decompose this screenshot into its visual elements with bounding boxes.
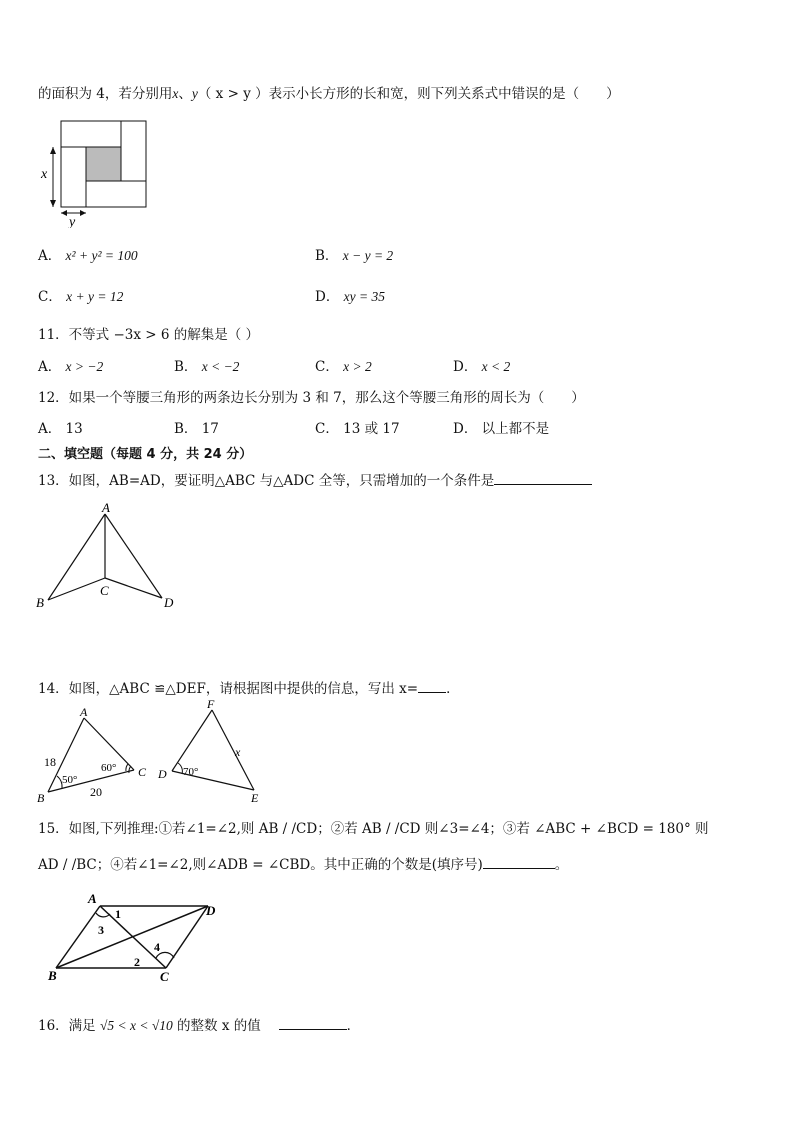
label-c: C	[100, 583, 109, 598]
angle-1: 1	[115, 907, 121, 921]
label-b: B	[48, 968, 57, 983]
q10-stem	[38, 82, 620, 102]
side-20: 20	[90, 785, 102, 799]
angle-70: 70°	[183, 766, 199, 778]
section-title: 二、填空题（每题 4 分，共 24 分）	[38, 447, 253, 462]
condition: （ x > y ）	[197, 86, 269, 102]
label-b: B	[36, 595, 44, 610]
label-a: A	[80, 705, 88, 719]
inequality: √5 < x < √10	[99, 1018, 173, 1033]
label-d: D	[206, 903, 216, 918]
answer-blank[interactable]	[418, 678, 446, 693]
q10-rectangle-figure	[36, 118, 156, 228]
label-c: C	[138, 765, 147, 779]
q11-option-c: C． x > 2	[315, 359, 372, 375]
label-d: D	[158, 767, 167, 781]
q14-stem: 14．如图，△ABC ≌△DEF，请根据图中提供的信息，写出 x= ．	[38, 677, 460, 697]
label-f: F	[207, 698, 215, 711]
q11-option-d: D． x < 2	[453, 359, 511, 375]
q10-stem-pre: 的面积为 4，若分别用	[38, 86, 173, 102]
var-y: y	[191, 86, 198, 101]
var-x: x	[172, 86, 179, 101]
label-c: C	[160, 969, 169, 984]
q13-triangle-figure	[34, 500, 184, 615]
q11-option-a: A． x > −2	[38, 359, 104, 375]
answer-blank[interactable]	[494, 470, 592, 485]
q10-option-a: A． x² + y² = 100	[38, 248, 138, 264]
q10-stem-post: 表示小长方形的长和宽，则下列关系式中错误的是（ ）	[268, 86, 620, 102]
answer-blank[interactable]	[279, 1015, 347, 1030]
label-x: x	[41, 167, 48, 182]
q10-option-c: C． x + y = 12	[38, 289, 124, 305]
side-18: 18	[44, 755, 56, 769]
q16-stem: 16．满足 √5 < x < √10 的整数 x 的值 ．	[38, 1014, 360, 1034]
sep: 、	[178, 86, 192, 102]
label-b: B	[37, 791, 45, 805]
side-x: x	[235, 745, 241, 759]
label-d: D	[164, 595, 174, 610]
angle-4: 4	[154, 940, 160, 954]
angle-2: 2	[134, 955, 140, 969]
q12-option-a: A． 13	[38, 421, 83, 437]
angle-60: 60°	[101, 762, 117, 774]
q12-stem: 12．如果一个等腰三角形的两条边长分别为 3 和 7，那么这个等腰三角形的周长为（ ）	[38, 390, 585, 406]
angle-3: 3	[98, 923, 104, 937]
q11-stem: 11．不等式 −3x > 6 的解集是（ ）	[38, 327, 260, 343]
q14-triangles-figure	[34, 698, 274, 808]
label-a: A	[88, 891, 97, 906]
answer-blank[interactable]	[483, 854, 555, 869]
label-e: E	[251, 791, 259, 805]
q11-option-b: B． x < −2	[174, 359, 240, 375]
label-y: y	[69, 215, 76, 228]
q10-option-d: D． xy = 35	[315, 289, 385, 305]
q15-parallelogram-figure	[40, 888, 240, 1000]
label-a: A	[102, 500, 110, 515]
q12-option-b: B． 17	[174, 421, 219, 437]
q12-option-c: C． 13 或 17	[315, 421, 400, 437]
q10-option-b: B． x − y = 2	[315, 248, 394, 264]
q12-option-d: D． 以上都不是	[453, 421, 550, 437]
q13-stem: 13．如图，AB=AD，要证明△ABC 与△ADC 全等，只需增加的一个条件是	[38, 469, 592, 489]
angle-50: 50°	[62, 774, 78, 786]
q15-line2: AD / /BC；④若∠1=∠2,则∠ADB = ∠CBD。其中正确的个数是(填序号) 。	[38, 853, 568, 873]
shaded-square	[86, 147, 121, 181]
q15-line1: 15．如图,下列推理:①若∠1=∠2,则 AB / /CD；②若 AB / /CD 则∠3=∠4；③若 ∠ABC + ∠BCD = 180° 则	[38, 821, 709, 837]
